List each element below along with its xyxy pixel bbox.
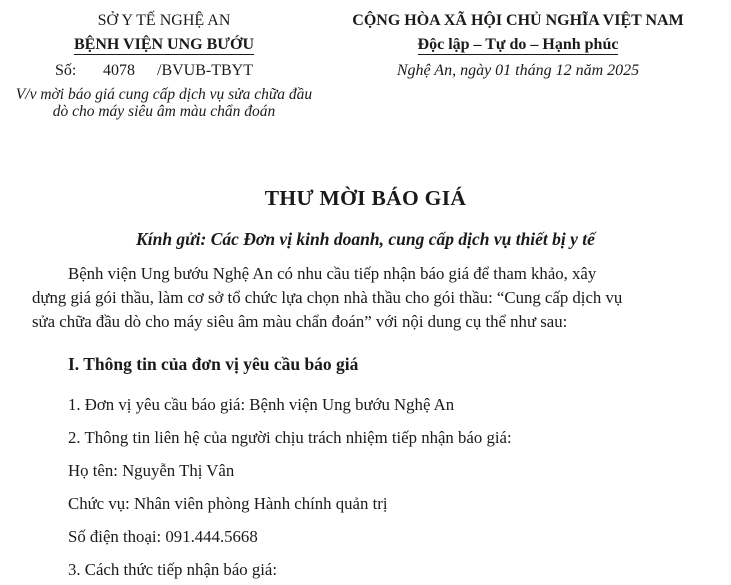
contact-phone: Số điện thoại: 091.444.5668	[68, 527, 258, 546]
country-name: CỘNG HÒA XÃ HỘI CHỦ NGHĨA VIỆT NAM	[352, 12, 684, 29]
intro-line-3: sửa chữa đầu dò cho máy siêu âm màu chẩn đoán” với nội dung cụ thể như sau:	[32, 312, 568, 331]
document-number-value: 4078	[103, 62, 135, 79]
section-1-item-2: 2. Thông tin liên hệ của người chịu trách nhiệm tiếp nhận báo giá:	[68, 428, 512, 447]
place-date: Nghệ An, ngày 01 tháng 12 năm 2025	[396, 62, 640, 79]
document-subject: V/v mời báo giá cung cấp dịch vụ sửa chữa đầu dò cho máy siêu âm màu chẩn đoán	[15, 86, 313, 120]
recipient-line: Kính gửi: Các Đơn vị kinh doanh, cung cấp dịch vụ thiết bị y tế	[136, 229, 595, 249]
section-1-item-3: 3. Cách thức tiếp nhận báo giá:	[68, 560, 278, 579]
document-number-suffix: /BVUB-TBYT	[157, 62, 253, 79]
document-title: THƯ MỜI BÁO GIÁ	[264, 186, 467, 210]
contact-name: Họ tên: Nguyễn Thị Vân	[68, 461, 235, 480]
section-1-heading: I. Thông tin của đơn vị yêu cầu báo giá	[68, 354, 359, 374]
national-motto-text: Độc lập – Tự do – Hạnh phúc	[417, 36, 619, 53]
intro-line-2: dựng giá gói thầu, làm cơ sở tổ chức lựa chọn nhà thầu cho gói thầu: “Cung cấp dịch vụ	[32, 288, 623, 307]
intro-line-1: Bệnh viện Ung bướu Nghệ An có nhu cầu tiếp nhận báo giá để tham khảo, xây	[68, 264, 597, 283]
hospital-name	[18, 36, 310, 54]
national-motto	[312, 36, 724, 54]
agency-name: SỞ Y TẾ NGHỆ AN	[97, 12, 231, 29]
hospital-name-text: BỆNH VIỆN UNG BƯỚU	[73, 36, 255, 53]
section-1-item-1: 1. Đơn vị yêu cầu báo giá: Bệnh viện Ung bướu Nghệ An	[68, 395, 455, 414]
document-number-label: Số:	[55, 62, 77, 79]
contact-position: Chức vụ: Nhân viên phòng Hành chính quản trị	[68, 494, 388, 513]
